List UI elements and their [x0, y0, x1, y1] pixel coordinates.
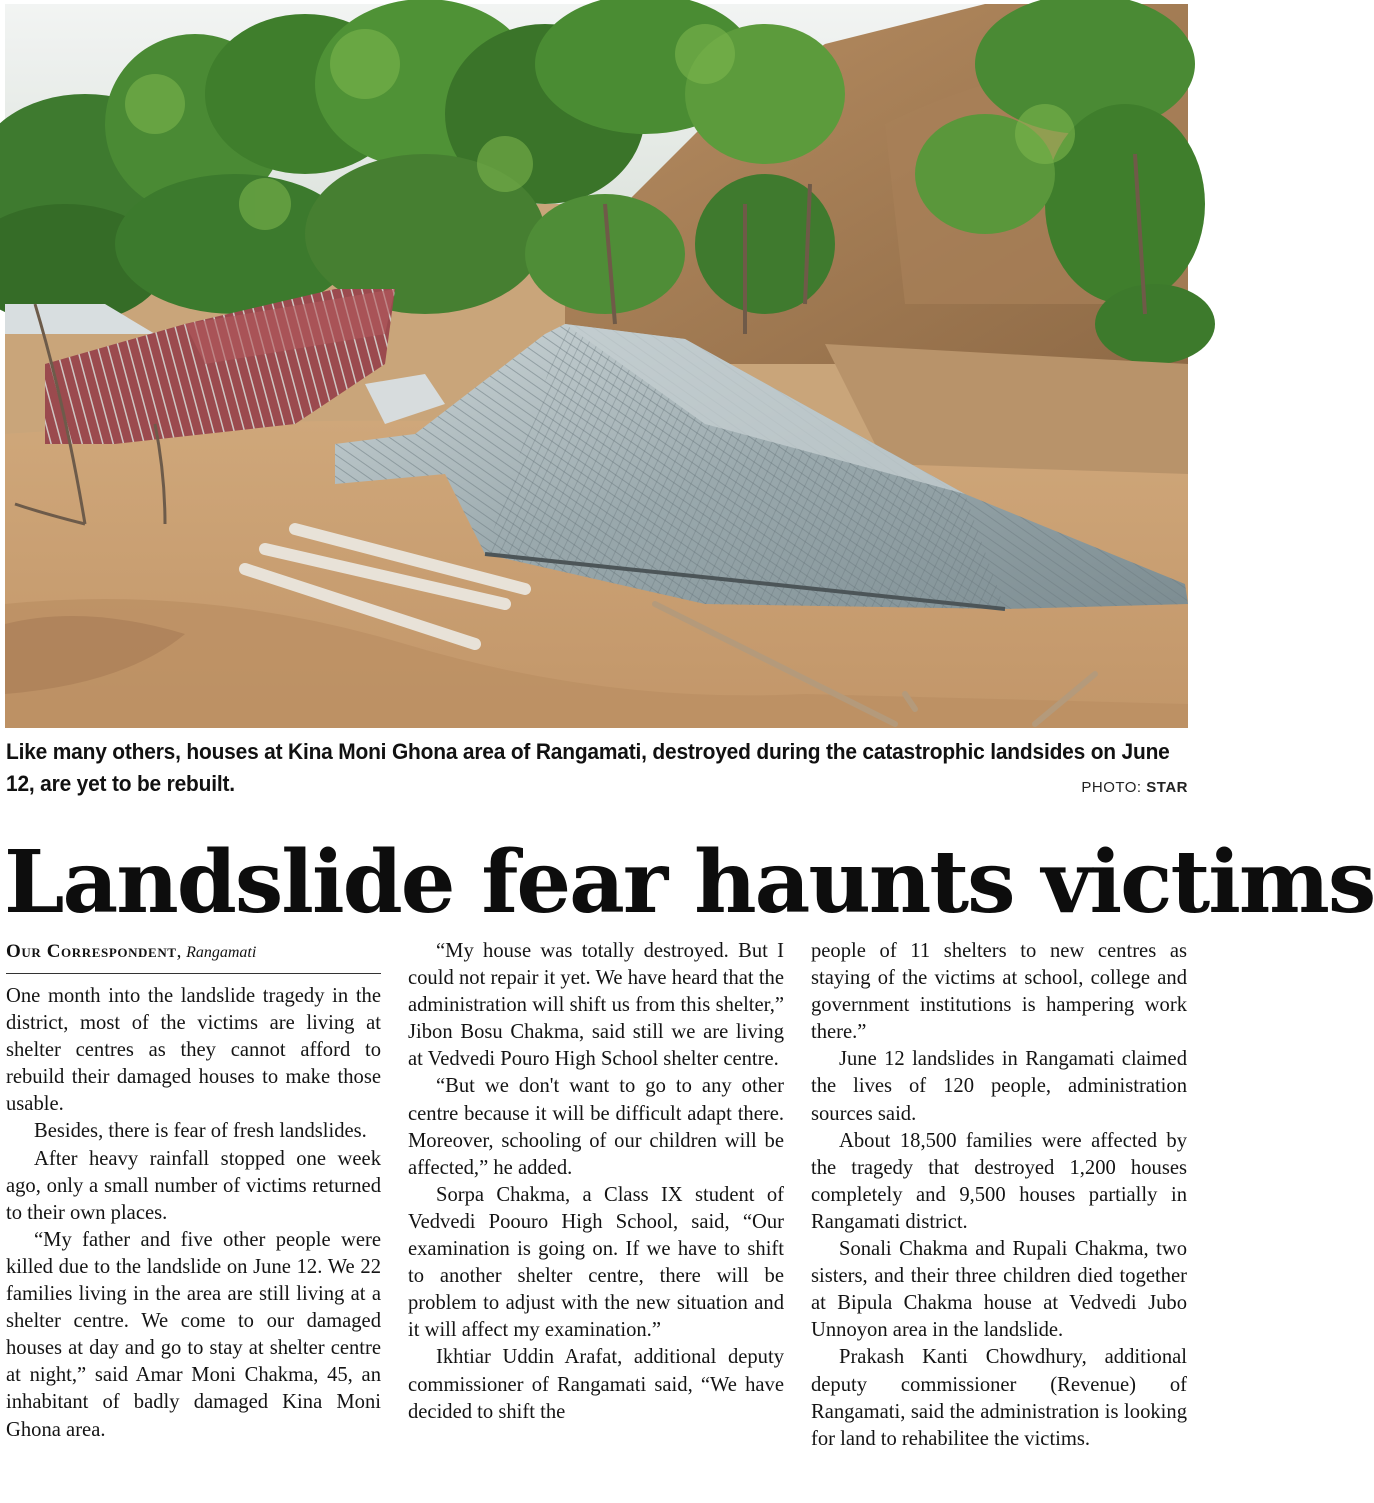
photo-credit-source: STAR	[1146, 779, 1188, 796]
landslide-photo	[5, 4, 1188, 728]
article-column-1	[6, 983, 381, 1444]
byline	[6, 940, 381, 974]
paragraph: people of 11 shelters to new centres as staying of the victims at school, college and government institutions is hampering work there.”	[811, 940, 1187, 1044]
paragraph: Prakash Kanti Chowdhury, additional deputy commissioner (Revenue) of Rangamati, said the administration is looking for land to rehabilitee the victims.	[811, 1346, 1187, 1450]
byline-location: Rangamati	[186, 944, 257, 961]
paragraph: “But we don't want to go to any other centre because it will be difficult adapt there. Moreover, schooling of our children will be affected,” he added.	[408, 1075, 784, 1179]
headline: Landslide fear haunts victims	[4, 832, 1374, 933]
paragraph: “My father and five other people were killed due to the landslide on June 12. We 22 families living in the area are still living at a shelter centre. We come to our damaged houses at day and go to stay at shelter centre at night,” said Amar Moni Chakma, 45, an inhabitant of badly damaged Kina Moni Ghona area.	[6, 1228, 381, 1441]
paragraph: About 18,500 families were affected by the tragedy that destroyed 1,200 houses completely and 9,500 houses partially in Rangamati district.	[811, 1129, 1187, 1233]
paragraph: Sorpa Chakma, a Class IX student of Vedvedi Poouro High School, said, “Our examination is going on. If we have to shift to another shelter centre, there will be problem to adjust with the new situation and it will affect my examination.”	[408, 1183, 784, 1342]
paragraph: After heavy rainfall stopped one week ago, only a small number of victims returned to their own places.	[6, 1147, 381, 1224]
paragraph: June 12 landslides in Rangamati claimed the lives of 120 people, administration sources said.	[811, 1048, 1187, 1125]
byline-correspondent: Our Correspondent	[6, 941, 177, 962]
paragraph: One month into the landslide tragedy in the district, most of the victims are living at shelter centres as they cannot afford to rebuild their damaged houses to make those usable.	[6, 985, 381, 1116]
photo-credit	[1081, 779, 1188, 796]
paragraph: Besides, there is fear of fresh landslides.	[34, 1120, 367, 1143]
byline-separator: ,	[176, 941, 187, 962]
paragraph: Sonali Chakma and Rupali Chakma, two sisters, and their three children died together at Bipula Chakma house at Vedvedi Jubo Unnoyon area in the landslide.	[811, 1238, 1187, 1342]
article-column-3	[811, 938, 1187, 1453]
paragraph: Ikhtiar Uddin Arafat, additional deputy commissioner of Rangamati said, “We have decided to shift the	[408, 1346, 784, 1423]
photo-credit-prefix: PHOTO:	[1081, 779, 1147, 796]
article-column-2	[408, 938, 784, 1426]
photo-caption: Like many others, houses at Kina Moni Ghona area of Rangamati, destroyed during the catastrophic landsides on June 12, are yet to be rebuilt.	[6, 739, 1170, 796]
paragraph: “My house was totally destroyed. But I could not repair it yet. We have heard that the administration will shift us from this shelter,” Jibon Bosu Chakma, said still we are living at Vedvedi Pouro High School shelter centre.	[408, 940, 784, 1071]
